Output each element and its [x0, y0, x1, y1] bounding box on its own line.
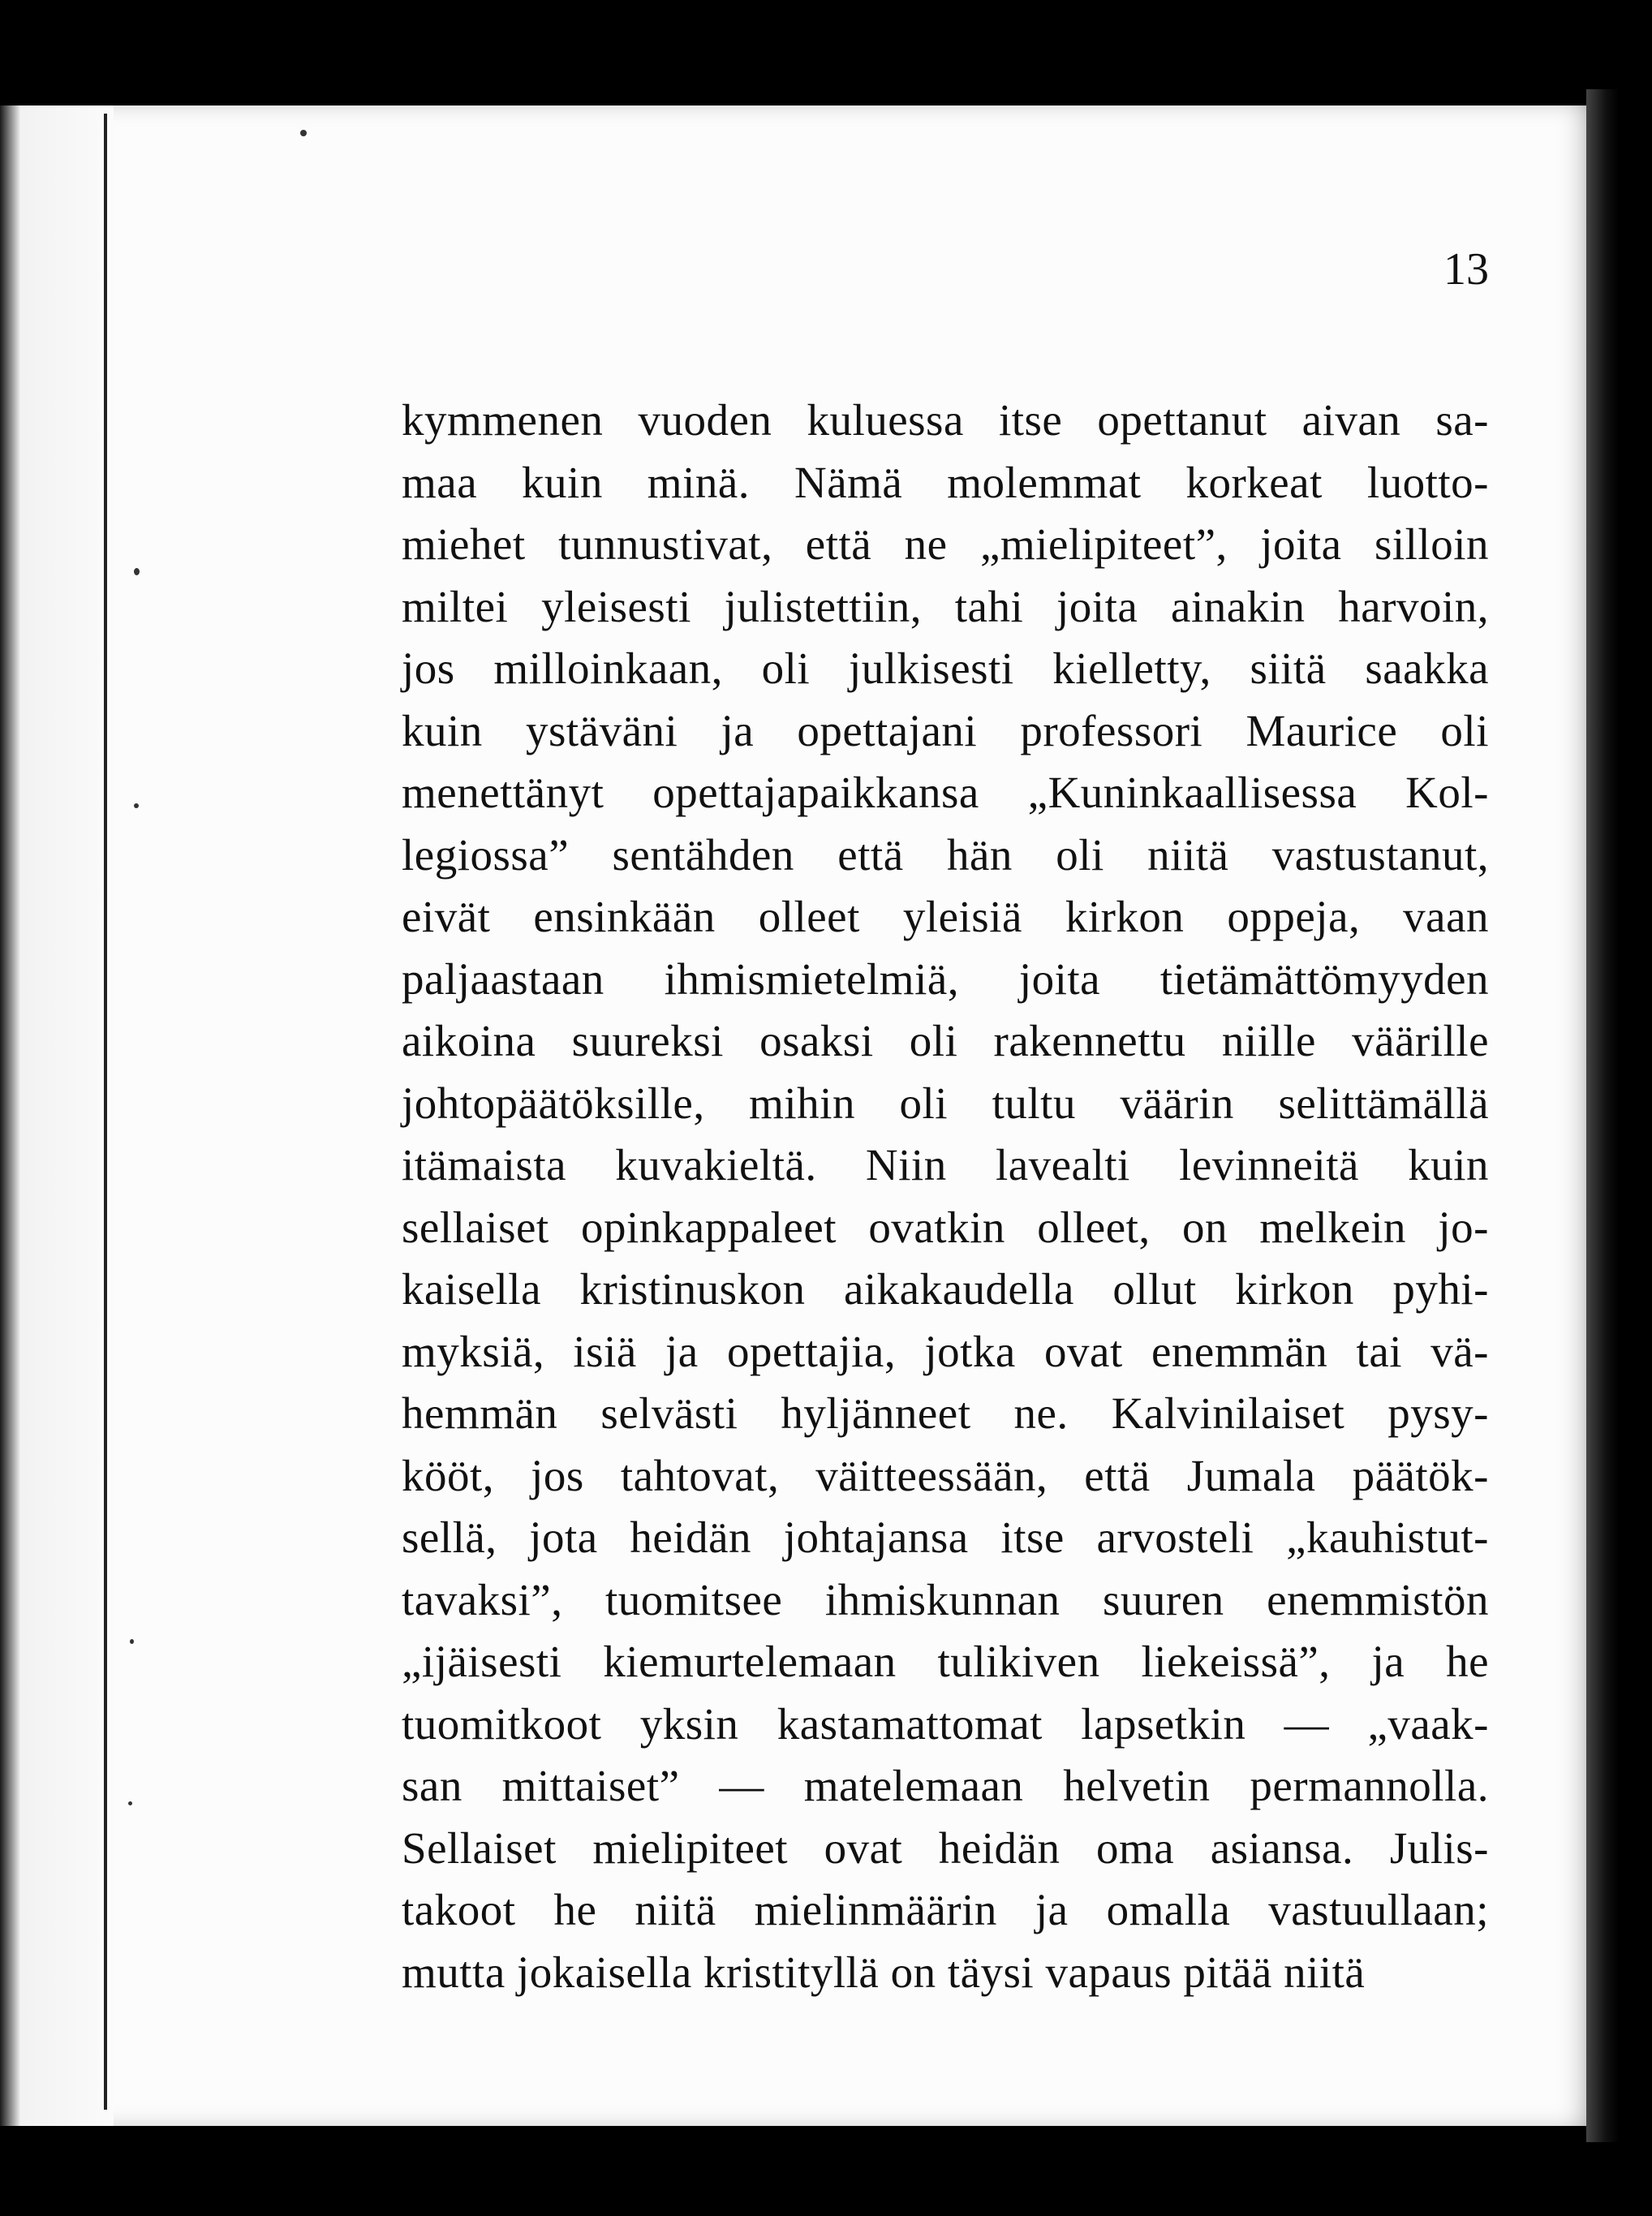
text-line: san mittaiset” — matelemaan helvetin permannolla. [402, 1761, 1489, 1810]
text-line: sellä, jota heidän johtajansa itse arvosteli „kauhistut- [402, 1512, 1489, 1562]
ink-speck [128, 1801, 132, 1805]
text-line: sellaiset opinkappaleet ovatkin olleet, on melkein jo- [402, 1202, 1489, 1252]
ink-speck [130, 1639, 134, 1644]
body-text [402, 389, 1489, 2003]
ink-speck [134, 803, 139, 808]
ink-speck [300, 130, 307, 136]
text-line: „ijäisesti kiemurtelemaan tulikiven liekeissä”, ja he [402, 1637, 1489, 1686]
text-line: takoot he niitä mielinmäärin ja omalla vastuullaan; [402, 1885, 1489, 1934]
text-line: eivät ensinkään olleet yleisiä kirkon oppeja, vaan [402, 892, 1489, 941]
text-line: jos milloinkaan, oli julkisesti kielletty, siitä saakka [402, 643, 1489, 693]
text-line: kuin ystäväni ja opettajani professori Maurice oli [402, 705, 1489, 755]
text-line: aikoina suureksi osaksi oli rakennettu niille väärille [402, 1016, 1489, 1065]
page-number: 13 [1443, 244, 1489, 295]
binding-line [104, 114, 107, 2110]
text-line: mutta jokaisella kristityllä on täysi vapaus pitää niitä [402, 1947, 1366, 1997]
text-line: paljaastaan ihmismietelmiä, joita tietämättömyyden [402, 953, 1489, 1004]
text-line: itämaista kuvakieltä. Niin lavealti levinneitä kuin [402, 1140, 1489, 1190]
text-line: tuomitkoot yksin kastamattomat lapsetkin — „vaak- [402, 1698, 1489, 1749]
text-line: miehet tunnustivat, että ne „mielipiteet”, joita silloin [402, 519, 1489, 569]
ink-speck [134, 568, 140, 575]
text-line: johtopäätöksille, mihin oli tultu väärin selittämällä [402, 1078, 1489, 1128]
text-line: menettänyt opettajapaikkansa „Kuninkaallisessa Kol- [402, 768, 1489, 817]
text-line: kaisella kristinuskon aikakaudella ollut kirkon pyhi- [402, 1264, 1489, 1314]
text-line: miltei yleisesti julistettiin, tahi joita ainakin harvoin, [402, 581, 1489, 631]
text-line: Sellaiset mielipiteet ovat heidän oma asiansa. Julis- [402, 1822, 1489, 1873]
text-line: legiossa” sentähden että hän oli niitä vastustanut, [402, 829, 1489, 880]
text-line: kööt, jos tahtovat, väitteessään, että Jumala päätök- [402, 1450, 1489, 1500]
text-line: hemmän selvästi hyljänneet ne. Kalvinilaiset pysy- [402, 1388, 1489, 1438]
right-gutter-shadow [1586, 89, 1619, 2142]
text-line: myksiä, isiä ja opettajia, jotka ovat enemmän tai vä- [402, 1326, 1489, 1376]
text-line: maa kuin minä. Nämä molemmat korkeat luotto- [402, 457, 1489, 507]
text-line: kymmenen vuoden kuluessa itse opettanut aivan sa- [402, 395, 1489, 445]
text-line: tavaksi”, tuomitsee ihmiskunnan suuren enemmistön [402, 1574, 1489, 1624]
previous-leaf-edge [0, 105, 114, 2126]
